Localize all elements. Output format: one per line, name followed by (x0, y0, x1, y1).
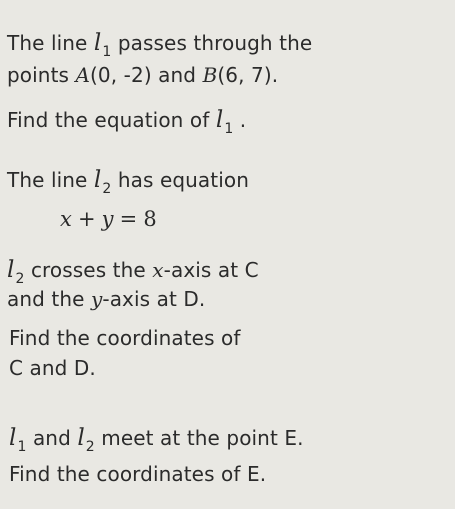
point-a-name: A (75, 63, 91, 87)
q1-points-line (7, 63, 278, 87)
line-l1-symbol: l (93, 30, 102, 56)
q1-intro-text: The line (7, 31, 94, 55)
eq-x: x (60, 207, 72, 231)
q1-points-label: points (7, 63, 76, 87)
q3-meet-line (9, 426, 304, 453)
q1-task-l-subscript: 1 (224, 121, 234, 137)
q3-l2-symbol: l (77, 425, 85, 451)
q2-cross-line (7, 258, 259, 285)
q2-task-line-2: C and D. (9, 356, 96, 380)
q1-task-text-end: . (233, 108, 247, 132)
point-b-name: B (202, 63, 218, 87)
q2-cross-l-subscript: 2 (15, 271, 25, 287)
q3-l2-subscript: 2 (85, 439, 95, 455)
q1-intro-text-end: passes through the (111, 31, 313, 55)
q1-intro-line (7, 31, 312, 58)
point-b-coords: (6, 7). (217, 63, 279, 87)
q1-task-line (7, 108, 246, 135)
q1-task-l-symbol: l (215, 107, 224, 133)
q2-intro-text: The line (7, 168, 94, 192)
q2-cross-text-c: and the (7, 287, 91, 311)
q2-task-line-1: Find the coordinates of (9, 326, 241, 350)
line-l2-subscript: 2 (102, 181, 112, 197)
q3-and-word: and (26, 426, 78, 450)
q3-l1-subscript: 1 (17, 439, 27, 455)
q2-cross-line-2 (7, 287, 205, 311)
eq-equals: = (119, 207, 138, 231)
eq-rhs: 8 (143, 207, 157, 231)
q2-cross-text-d: -axis at D. (102, 287, 206, 311)
q2-intro-text-end: has equation (111, 168, 249, 192)
q1-task-text: Find the equation of (7, 108, 216, 132)
eq-plus: + (77, 207, 96, 231)
y-axis-var: y (90, 287, 103, 311)
q1-and-word: and (151, 63, 203, 87)
line-l2-symbol: l (93, 167, 102, 193)
q3-l1-symbol: l (9, 425, 17, 451)
eq-y: y (101, 207, 114, 231)
equation-l2 (60, 207, 157, 231)
q3-meet-text: meet at the point E. (94, 426, 304, 450)
x-axis-var: x (152, 258, 164, 282)
q2-cross-l-symbol: l (7, 257, 15, 283)
point-a-coords: (0, -2) (90, 63, 152, 87)
q2-intro-line (7, 168, 249, 195)
q2-cross-text-b: -axis at C (163, 258, 259, 282)
q2-cross-text: crosses the (24, 258, 153, 282)
line-l1-subscript: 1 (102, 44, 112, 60)
q3-task-line: Find the coordinates of E. (9, 462, 267, 486)
